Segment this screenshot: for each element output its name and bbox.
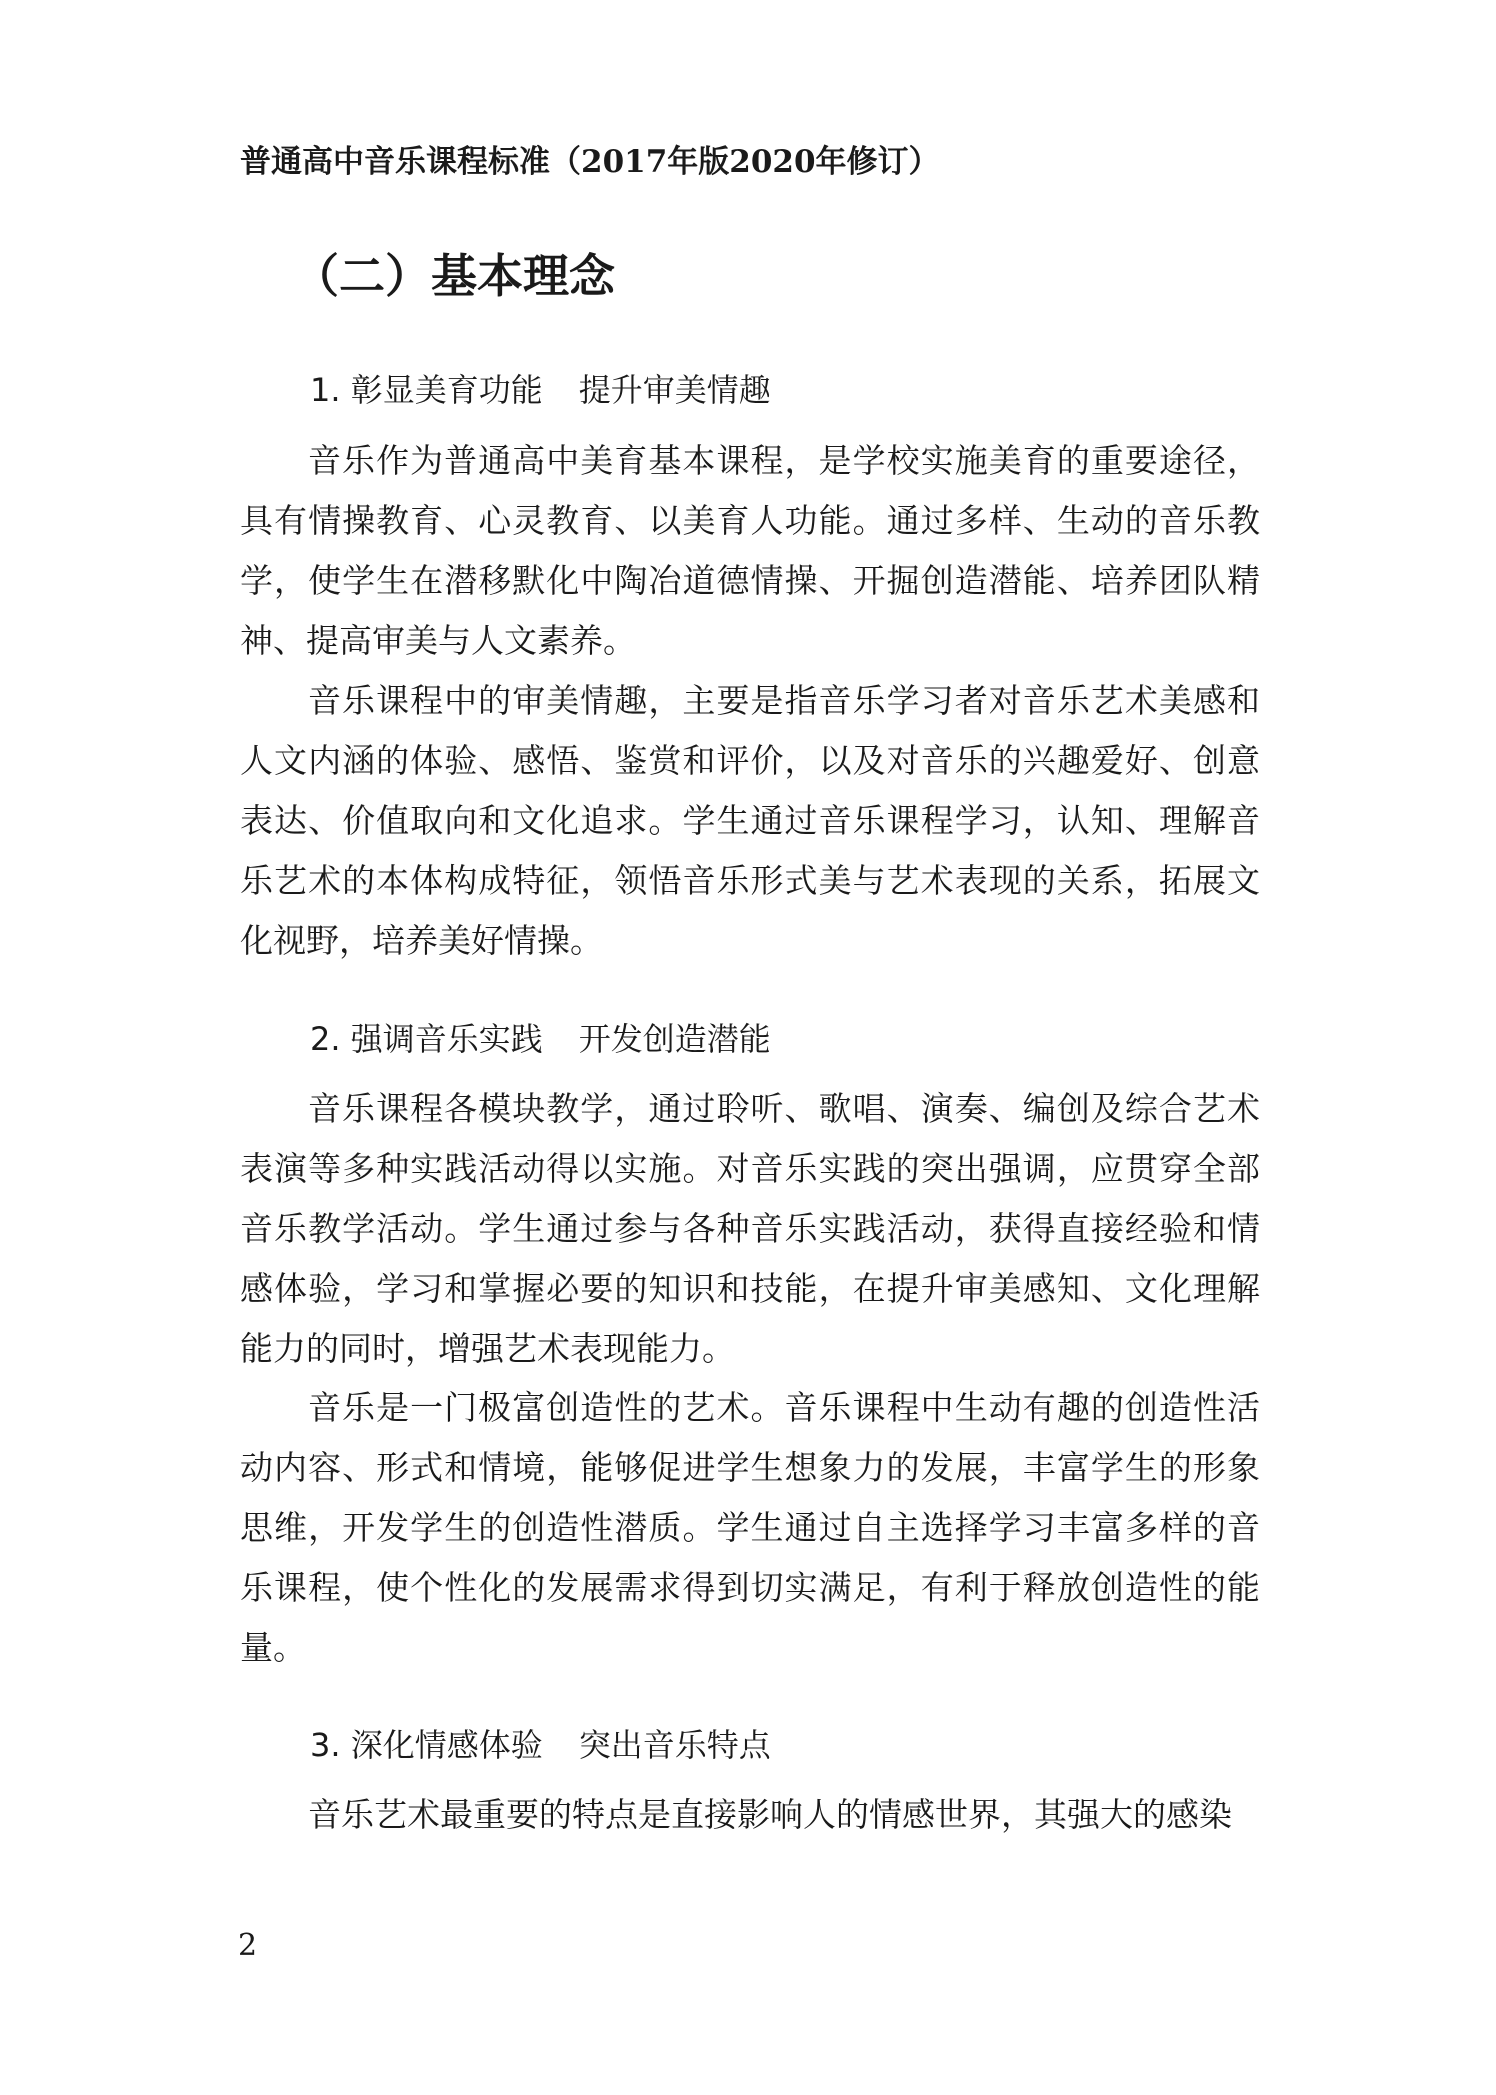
subsection-1-paragraph-1: 音乐作为普通高中美育基本课程，是学校实施美育的重要途径，具有情操教育、心灵教育、以美育人功能。通过多样、生动的音乐教学，使学生在潜移默化中陶冶道德情操、开掘创造潜能、培养团队精神、提高审美与人文素养。 [240, 441, 1260, 660]
subsection-3-number: 3. [310, 1726, 341, 1764]
subsection-1-heading-part2: 提升审美情趣 [578, 371, 771, 409]
subsection-3-heading-part1: 深化情感体验 [350, 1726, 543, 1764]
subsection-2-paragraph-2: 音乐是一门极富创造性的艺术。音乐课程中生动有趣的创造性活动内容、形式和情境，能够促进学生想象力的发展，丰富学生的形象思维，开发学生的创造性潜质。学生通过自主选择学习丰富多样的音乐课程，使个性化的发展需求得到切实满足，有利于释放创造性的能量。 [240, 1388, 1260, 1667]
subsection-1-heading [310, 365, 771, 411]
subsection-1-number: 1. [310, 371, 341, 409]
subsection-2-paragraph-1: 音乐课程各模块教学，通过聆听、歌唱、演奏、编创及综合艺术表演等多种实践活动得以实施。对音乐实践的突出强调，应贯穿全部音乐教学活动。学生通过参与各种音乐实践活动，获得直接经验和情感体验，学习和掌握必要的知识和技能，在提升审美感知、文化理解能力的同时，增强艺术表现能力。 [240, 1089, 1260, 1368]
subsection-1-heading-part1: 彰显美育功能 [350, 371, 543, 409]
subsection-3-heading [310, 1720, 771, 1766]
subsection-2-heading [310, 1014, 771, 1060]
page-number: 2 [238, 1928, 258, 1963]
subsection-1-paragraph-2: 音乐课程中的审美情趣，主要是指音乐学习者对音乐艺术美感和人文内涵的体验、感悟、鉴赏和评价，以及对音乐的兴趣爱好、创意表达、价值取向和文化追求。学生通过音乐课程学习，认知、理解音乐艺术的本体构成特征，领悟音乐形式美与艺术表现的关系，拓展文化视野，培养美好情操。 [240, 681, 1260, 960]
subsection-2-heading-part1: 强调音乐实践 [350, 1020, 543, 1058]
running-header: 普通高中音乐课程标准（2017年版2020年修订） [240, 144, 940, 180]
subsection-3-heading-part2: 突出音乐特点 [578, 1726, 771, 1764]
section-title: （二）基本理念 [293, 249, 615, 303]
subsection-3-paragraph-1: 音乐艺术最重要的特点是直接影响人的情感世界，其强大的感染 [308, 1795, 1232, 1834]
subsection-2-number: 2. [310, 1020, 341, 1058]
subsection-2-heading-part2: 开发创造潜能 [578, 1020, 771, 1058]
